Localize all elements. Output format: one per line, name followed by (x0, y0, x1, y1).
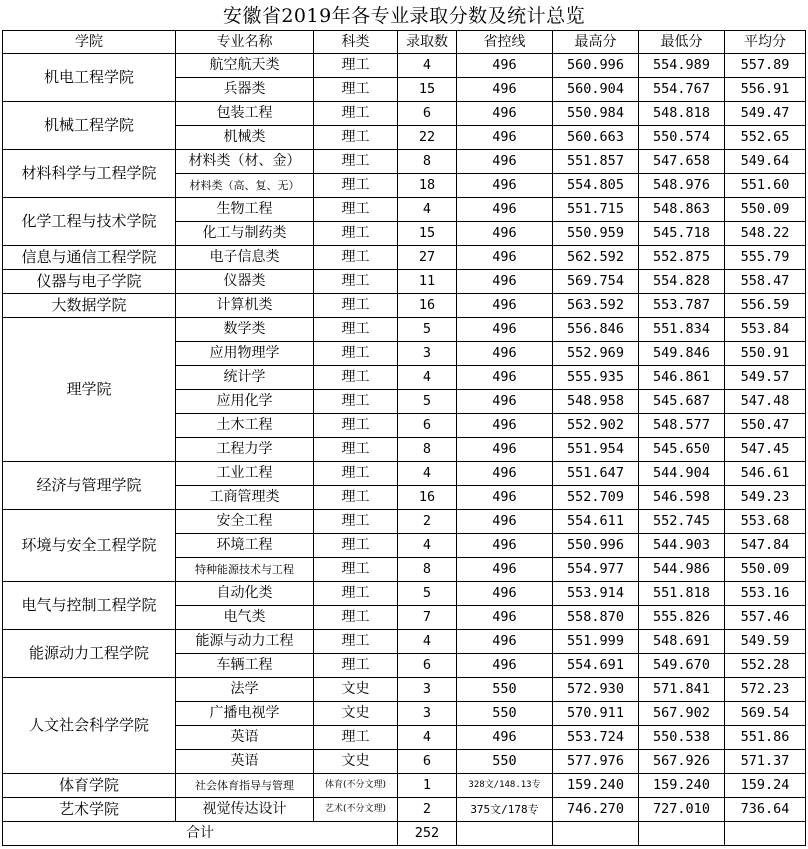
max-score-cell: 551.715 (553, 198, 639, 222)
max-score-cell: 569.754 (553, 270, 639, 294)
count-cell: 7 (398, 606, 457, 630)
table-row (3, 462, 806, 486)
major-cell: 工程力学 (176, 438, 314, 462)
min-score-cell: 571.841 (639, 678, 725, 702)
table-row (3, 678, 806, 702)
type-cell: 体育(不分文理) (314, 774, 398, 798)
min-score-cell: 548.863 (639, 198, 725, 222)
min-score-cell: 544.986 (639, 558, 725, 582)
college-cell: 环境与安全工程学院 (3, 510, 176, 582)
max-score-cell: 554.611 (553, 510, 639, 534)
count-cell: 8 (398, 558, 457, 582)
max-score-cell: 562.592 (553, 246, 639, 270)
count-cell: 4 (398, 726, 457, 750)
max-score-cell: 550.959 (553, 222, 639, 246)
min-score-cell: 552.745 (639, 510, 725, 534)
type-cell: 理工 (314, 510, 398, 534)
count-cell: 3 (398, 678, 457, 702)
max-score-cell: 746.270 (553, 798, 639, 822)
count-cell: 4 (398, 54, 457, 78)
control-line-cell: 496 (457, 246, 553, 270)
count-cell: 11 (398, 270, 457, 294)
college-cell: 理学院 (3, 318, 176, 462)
max-score-cell: 552.969 (553, 342, 639, 366)
total-empty-cell (725, 822, 806, 846)
min-score-cell: 549.846 (639, 342, 725, 366)
control-line-cell: 496 (457, 726, 553, 750)
min-score-cell: 548.577 (639, 414, 725, 438)
min-score-cell: 727.010 (639, 798, 725, 822)
max-score-cell: 555.935 (553, 366, 639, 390)
total-empty-cell (457, 822, 553, 846)
major-cell: 自动化类 (176, 582, 314, 606)
table-row (3, 102, 806, 126)
college-cell: 艺术学院 (3, 798, 176, 822)
count-cell: 15 (398, 222, 457, 246)
control-line-cell: 496 (457, 270, 553, 294)
type-cell: 文史 (314, 678, 398, 702)
avg-score-cell: 553.68 (725, 510, 806, 534)
count-cell: 4 (398, 462, 457, 486)
major-cell: 视觉传达设计 (176, 798, 314, 822)
table-row (3, 294, 806, 318)
count-cell: 4 (398, 630, 457, 654)
header-max-score: 最高分 (553, 31, 639, 54)
header-type: 科类 (314, 31, 398, 54)
control-line-cell: 496 (457, 462, 553, 486)
major-cell: 土木工程 (176, 414, 314, 438)
avg-score-cell: 550.09 (725, 558, 806, 582)
avg-score-cell: 549.64 (725, 150, 806, 174)
type-cell: 理工 (314, 222, 398, 246)
type-cell: 理工 (314, 342, 398, 366)
type-cell: 理工 (314, 102, 398, 126)
count-cell: 2 (398, 510, 457, 534)
type-cell: 理工 (314, 606, 398, 630)
major-cell: 英语 (176, 726, 314, 750)
avg-score-cell: 551.86 (725, 726, 806, 750)
table-row (3, 798, 806, 822)
major-cell: 法学 (176, 678, 314, 702)
count-cell: 16 (398, 486, 457, 510)
avg-score-cell: 556.91 (725, 78, 806, 102)
avg-score-cell: 569.54 (725, 702, 806, 726)
table-row (3, 582, 806, 606)
major-cell: 工业工程 (176, 462, 314, 486)
avg-score-cell: 548.22 (725, 222, 806, 246)
table-row (3, 774, 806, 798)
count-cell: 15 (398, 78, 457, 102)
max-score-cell: 577.976 (553, 750, 639, 774)
control-line-cell: 496 (457, 630, 553, 654)
count-cell: 5 (398, 582, 457, 606)
min-score-cell: 544.904 (639, 462, 725, 486)
avg-score-cell: 546.61 (725, 462, 806, 486)
type-cell: 理工 (314, 630, 398, 654)
type-cell: 理工 (314, 78, 398, 102)
max-score-cell: 563.592 (553, 294, 639, 318)
min-score-cell: 548.818 (639, 102, 725, 126)
control-line-cell: 496 (457, 102, 553, 126)
min-score-cell: 544.903 (639, 534, 725, 558)
total-label: 合计 (3, 822, 398, 846)
max-score-cell: 554.977 (553, 558, 639, 582)
min-score-cell: 545.687 (639, 390, 725, 414)
min-score-cell: 550.574 (639, 126, 725, 150)
control-line-cell: 496 (457, 318, 553, 342)
min-score-cell: 554.767 (639, 78, 725, 102)
college-cell: 电气与控制工程学院 (3, 582, 176, 630)
type-cell: 文史 (314, 750, 398, 774)
type-cell: 理工 (314, 558, 398, 582)
total-empty-cell (639, 822, 725, 846)
header-avg-score: 平均分 (725, 31, 806, 54)
control-line-cell: 496 (457, 438, 553, 462)
max-score-cell: 551.999 (553, 630, 639, 654)
max-score-cell: 554.691 (553, 654, 639, 678)
min-score-cell: 567.926 (639, 750, 725, 774)
avg-score-cell: 550.47 (725, 414, 806, 438)
avg-score-cell: 549.59 (725, 630, 806, 654)
count-cell: 6 (398, 102, 457, 126)
type-cell: 理工 (314, 270, 398, 294)
min-score-cell: 548.976 (639, 174, 725, 198)
table-row (3, 54, 806, 78)
count-cell: 4 (398, 366, 457, 390)
control-line-cell: 496 (457, 342, 553, 366)
type-cell: 理工 (314, 414, 398, 438)
min-score-cell: 546.861 (639, 366, 725, 390)
avg-score-cell: 547.48 (725, 390, 806, 414)
major-cell: 兵器类 (176, 78, 314, 102)
count-cell: 6 (398, 750, 457, 774)
table-title: 安徽省2019年各专业录取分数及统计总览 (222, 5, 586, 27)
avg-score-cell: 557.89 (725, 54, 806, 78)
major-cell: 统计学 (176, 366, 314, 390)
control-line-cell: 496 (457, 150, 553, 174)
type-cell: 理工 (314, 582, 398, 606)
control-line-cell: 496 (457, 606, 553, 630)
type-cell: 理工 (314, 726, 398, 750)
type-cell: 理工 (314, 390, 398, 414)
count-cell: 4 (398, 198, 457, 222)
major-cell: 广播电视学 (176, 702, 314, 726)
count-cell: 6 (398, 414, 457, 438)
min-score-cell: 554.828 (639, 270, 725, 294)
table-row (3, 150, 806, 174)
max-score-cell: 553.914 (553, 582, 639, 606)
major-cell: 应用化学 (176, 390, 314, 414)
major-cell: 数学类 (176, 318, 314, 342)
college-cell: 信息与通信工程学院 (3, 246, 176, 270)
count-cell: 4 (398, 534, 457, 558)
avg-score-cell: 549.23 (725, 486, 806, 510)
college-cell: 大数据学院 (3, 294, 176, 318)
max-score-cell: 550.996 (553, 534, 639, 558)
min-score-cell: 551.818 (639, 582, 725, 606)
min-score-cell: 555.826 (639, 606, 725, 630)
avg-score-cell: 547.45 (725, 438, 806, 462)
control-line-cell: 496 (457, 558, 553, 582)
control-line-cell: 496 (457, 654, 553, 678)
major-cell: 特种能源技术与工程 (176, 558, 314, 582)
control-line-cell: 496 (457, 414, 553, 438)
major-cell: 仪器类 (176, 270, 314, 294)
header-control-line: 省控线 (457, 31, 553, 54)
total-row (3, 822, 806, 846)
control-line-cell: 496 (457, 582, 553, 606)
avg-score-cell: 550.09 (725, 198, 806, 222)
min-score-cell: 546.598 (639, 486, 725, 510)
total-count: 252 (398, 822, 457, 846)
avg-score-cell: 159.24 (725, 774, 806, 798)
count-cell: 8 (398, 438, 457, 462)
major-cell: 社会体育指导与管理 (176, 774, 314, 798)
max-score-cell: 560.904 (553, 78, 639, 102)
table-row (3, 270, 806, 294)
major-cell: 电子信息类 (176, 246, 314, 270)
count-cell: 1 (398, 774, 457, 798)
min-score-cell: 548.691 (639, 630, 725, 654)
count-cell: 27 (398, 246, 457, 270)
major-cell: 车辆工程 (176, 654, 314, 678)
avg-score-cell: 552.65 (725, 126, 806, 150)
table-row (3, 630, 806, 654)
type-cell: 理工 (314, 150, 398, 174)
major-cell: 机械类 (176, 126, 314, 150)
min-score-cell: 552.875 (639, 246, 725, 270)
major-cell: 计算机类 (176, 294, 314, 318)
control-line-cell: 496 (457, 390, 553, 414)
college-cell: 仪器与电子学院 (3, 270, 176, 294)
type-cell: 艺术(不分文理) (314, 798, 398, 822)
min-score-cell: 545.718 (639, 222, 725, 246)
max-score-cell: 556.846 (553, 318, 639, 342)
control-line-cell: 496 (457, 54, 553, 78)
table-row (3, 318, 806, 342)
avg-score-cell: 571.37 (725, 750, 806, 774)
major-cell: 材料类（材、金） (176, 150, 314, 174)
max-score-cell: 558.870 (553, 606, 639, 630)
max-score-cell: 551.954 (553, 438, 639, 462)
control-line-cell: 496 (457, 78, 553, 102)
type-cell: 理工 (314, 126, 398, 150)
college-cell: 化学工程与技术学院 (3, 198, 176, 246)
control-line-cell: 550 (457, 750, 553, 774)
avg-score-cell: 547.84 (725, 534, 806, 558)
count-cell: 16 (398, 294, 457, 318)
max-score-cell: 551.857 (553, 150, 639, 174)
avg-score-cell: 553.84 (725, 318, 806, 342)
major-cell: 应用物理学 (176, 342, 314, 366)
avg-score-cell: 550.91 (725, 342, 806, 366)
avg-score-cell: 556.59 (725, 294, 806, 318)
control-line-cell: 550 (457, 702, 553, 726)
type-cell: 理工 (314, 654, 398, 678)
max-score-cell: 159.240 (553, 774, 639, 798)
min-score-cell: 549.670 (639, 654, 725, 678)
count-cell: 22 (398, 126, 457, 150)
max-score-cell: 560.663 (553, 126, 639, 150)
max-score-cell: 551.647 (553, 462, 639, 486)
avg-score-cell: 549.57 (725, 366, 806, 390)
max-score-cell: 550.984 (553, 102, 639, 126)
avg-score-cell: 558.47 (725, 270, 806, 294)
min-score-cell: 545.650 (639, 438, 725, 462)
header-college: 学院 (3, 31, 176, 54)
college-cell: 能源动力工程学院 (3, 630, 176, 678)
control-line-cell: 375文/178专 (457, 798, 553, 822)
control-line-cell: 328文/148.13专 (457, 774, 553, 798)
control-line-cell: 496 (457, 366, 553, 390)
avg-score-cell: 552.28 (725, 654, 806, 678)
min-score-cell: 159.240 (639, 774, 725, 798)
min-score-cell: 554.989 (639, 54, 725, 78)
table-row (3, 198, 806, 222)
college-cell: 人文社会科学学院 (3, 678, 176, 774)
total-empty-cell (553, 822, 639, 846)
major-cell: 环境工程 (176, 534, 314, 558)
count-cell: 2 (398, 798, 457, 822)
control-line-cell: 496 (457, 222, 553, 246)
major-cell: 工商管理类 (176, 486, 314, 510)
avg-score-cell: 736.64 (725, 798, 806, 822)
min-score-cell: 567.902 (639, 702, 725, 726)
major-cell: 能源与动力工程 (176, 630, 314, 654)
control-line-cell: 496 (457, 126, 553, 150)
major-cell: 安全工程 (176, 510, 314, 534)
major-cell: 电气类 (176, 606, 314, 630)
type-cell: 理工 (314, 174, 398, 198)
count-cell: 6 (398, 654, 457, 678)
header-major: 专业名称 (176, 31, 314, 54)
avg-score-cell: 572.23 (725, 678, 806, 702)
type-cell: 理工 (314, 198, 398, 222)
major-cell: 材料类（高、复、无） (176, 174, 314, 198)
max-score-cell: 560.996 (553, 54, 639, 78)
college-cell: 经济与管理学院 (3, 462, 176, 510)
admission-scores-table (2, 30, 806, 846)
min-score-cell: 551.834 (639, 318, 725, 342)
count-cell: 3 (398, 342, 457, 366)
avg-score-cell: 553.16 (725, 582, 806, 606)
count-cell: 3 (398, 702, 457, 726)
min-score-cell: 547.658 (639, 150, 725, 174)
count-cell: 5 (398, 318, 457, 342)
max-score-cell: 553.724 (553, 726, 639, 750)
major-cell: 化工与制药类 (176, 222, 314, 246)
max-score-cell: 548.958 (553, 390, 639, 414)
header-count: 录取数 (398, 31, 457, 54)
major-cell: 英语 (176, 750, 314, 774)
major-cell: 生物工程 (176, 198, 314, 222)
max-score-cell: 552.709 (553, 486, 639, 510)
table-row (3, 246, 806, 270)
college-cell: 机电工程学院 (3, 54, 176, 102)
college-cell: 体育学院 (3, 774, 176, 798)
type-cell: 理工 (314, 294, 398, 318)
count-cell: 18 (398, 174, 457, 198)
college-cell: 材料科学与工程学院 (3, 150, 176, 198)
avg-score-cell: 557.46 (725, 606, 806, 630)
type-cell: 理工 (314, 318, 398, 342)
type-cell: 文史 (314, 702, 398, 726)
major-cell: 包装工程 (176, 102, 314, 126)
type-cell: 理工 (314, 366, 398, 390)
college-cell: 机械工程学院 (3, 102, 176, 150)
type-cell: 理工 (314, 486, 398, 510)
control-line-cell: 496 (457, 174, 553, 198)
header-row (3, 31, 806, 54)
min-score-cell: 550.538 (639, 726, 725, 750)
count-cell: 5 (398, 390, 457, 414)
max-score-cell: 552.902 (553, 414, 639, 438)
min-score-cell: 553.787 (639, 294, 725, 318)
type-cell: 理工 (314, 462, 398, 486)
max-score-cell: 554.805 (553, 174, 639, 198)
avg-score-cell: 551.60 (725, 174, 806, 198)
control-line-cell: 496 (457, 486, 553, 510)
header-min-score: 最低分 (639, 31, 725, 54)
control-line-cell: 496 (457, 534, 553, 558)
type-cell: 理工 (314, 534, 398, 558)
type-cell: 理工 (314, 54, 398, 78)
table-row (3, 510, 806, 534)
major-cell: 航空航天类 (176, 54, 314, 78)
count-cell: 8 (398, 150, 457, 174)
control-line-cell: 496 (457, 294, 553, 318)
avg-score-cell: 549.47 (725, 102, 806, 126)
control-line-cell: 496 (457, 510, 553, 534)
control-line-cell: 496 (457, 198, 553, 222)
max-score-cell: 570.911 (553, 702, 639, 726)
control-line-cell: 550 (457, 678, 553, 702)
avg-score-cell: 555.79 (725, 246, 806, 270)
type-cell: 理工 (314, 438, 398, 462)
max-score-cell: 572.930 (553, 678, 639, 702)
type-cell: 理工 (314, 246, 398, 270)
